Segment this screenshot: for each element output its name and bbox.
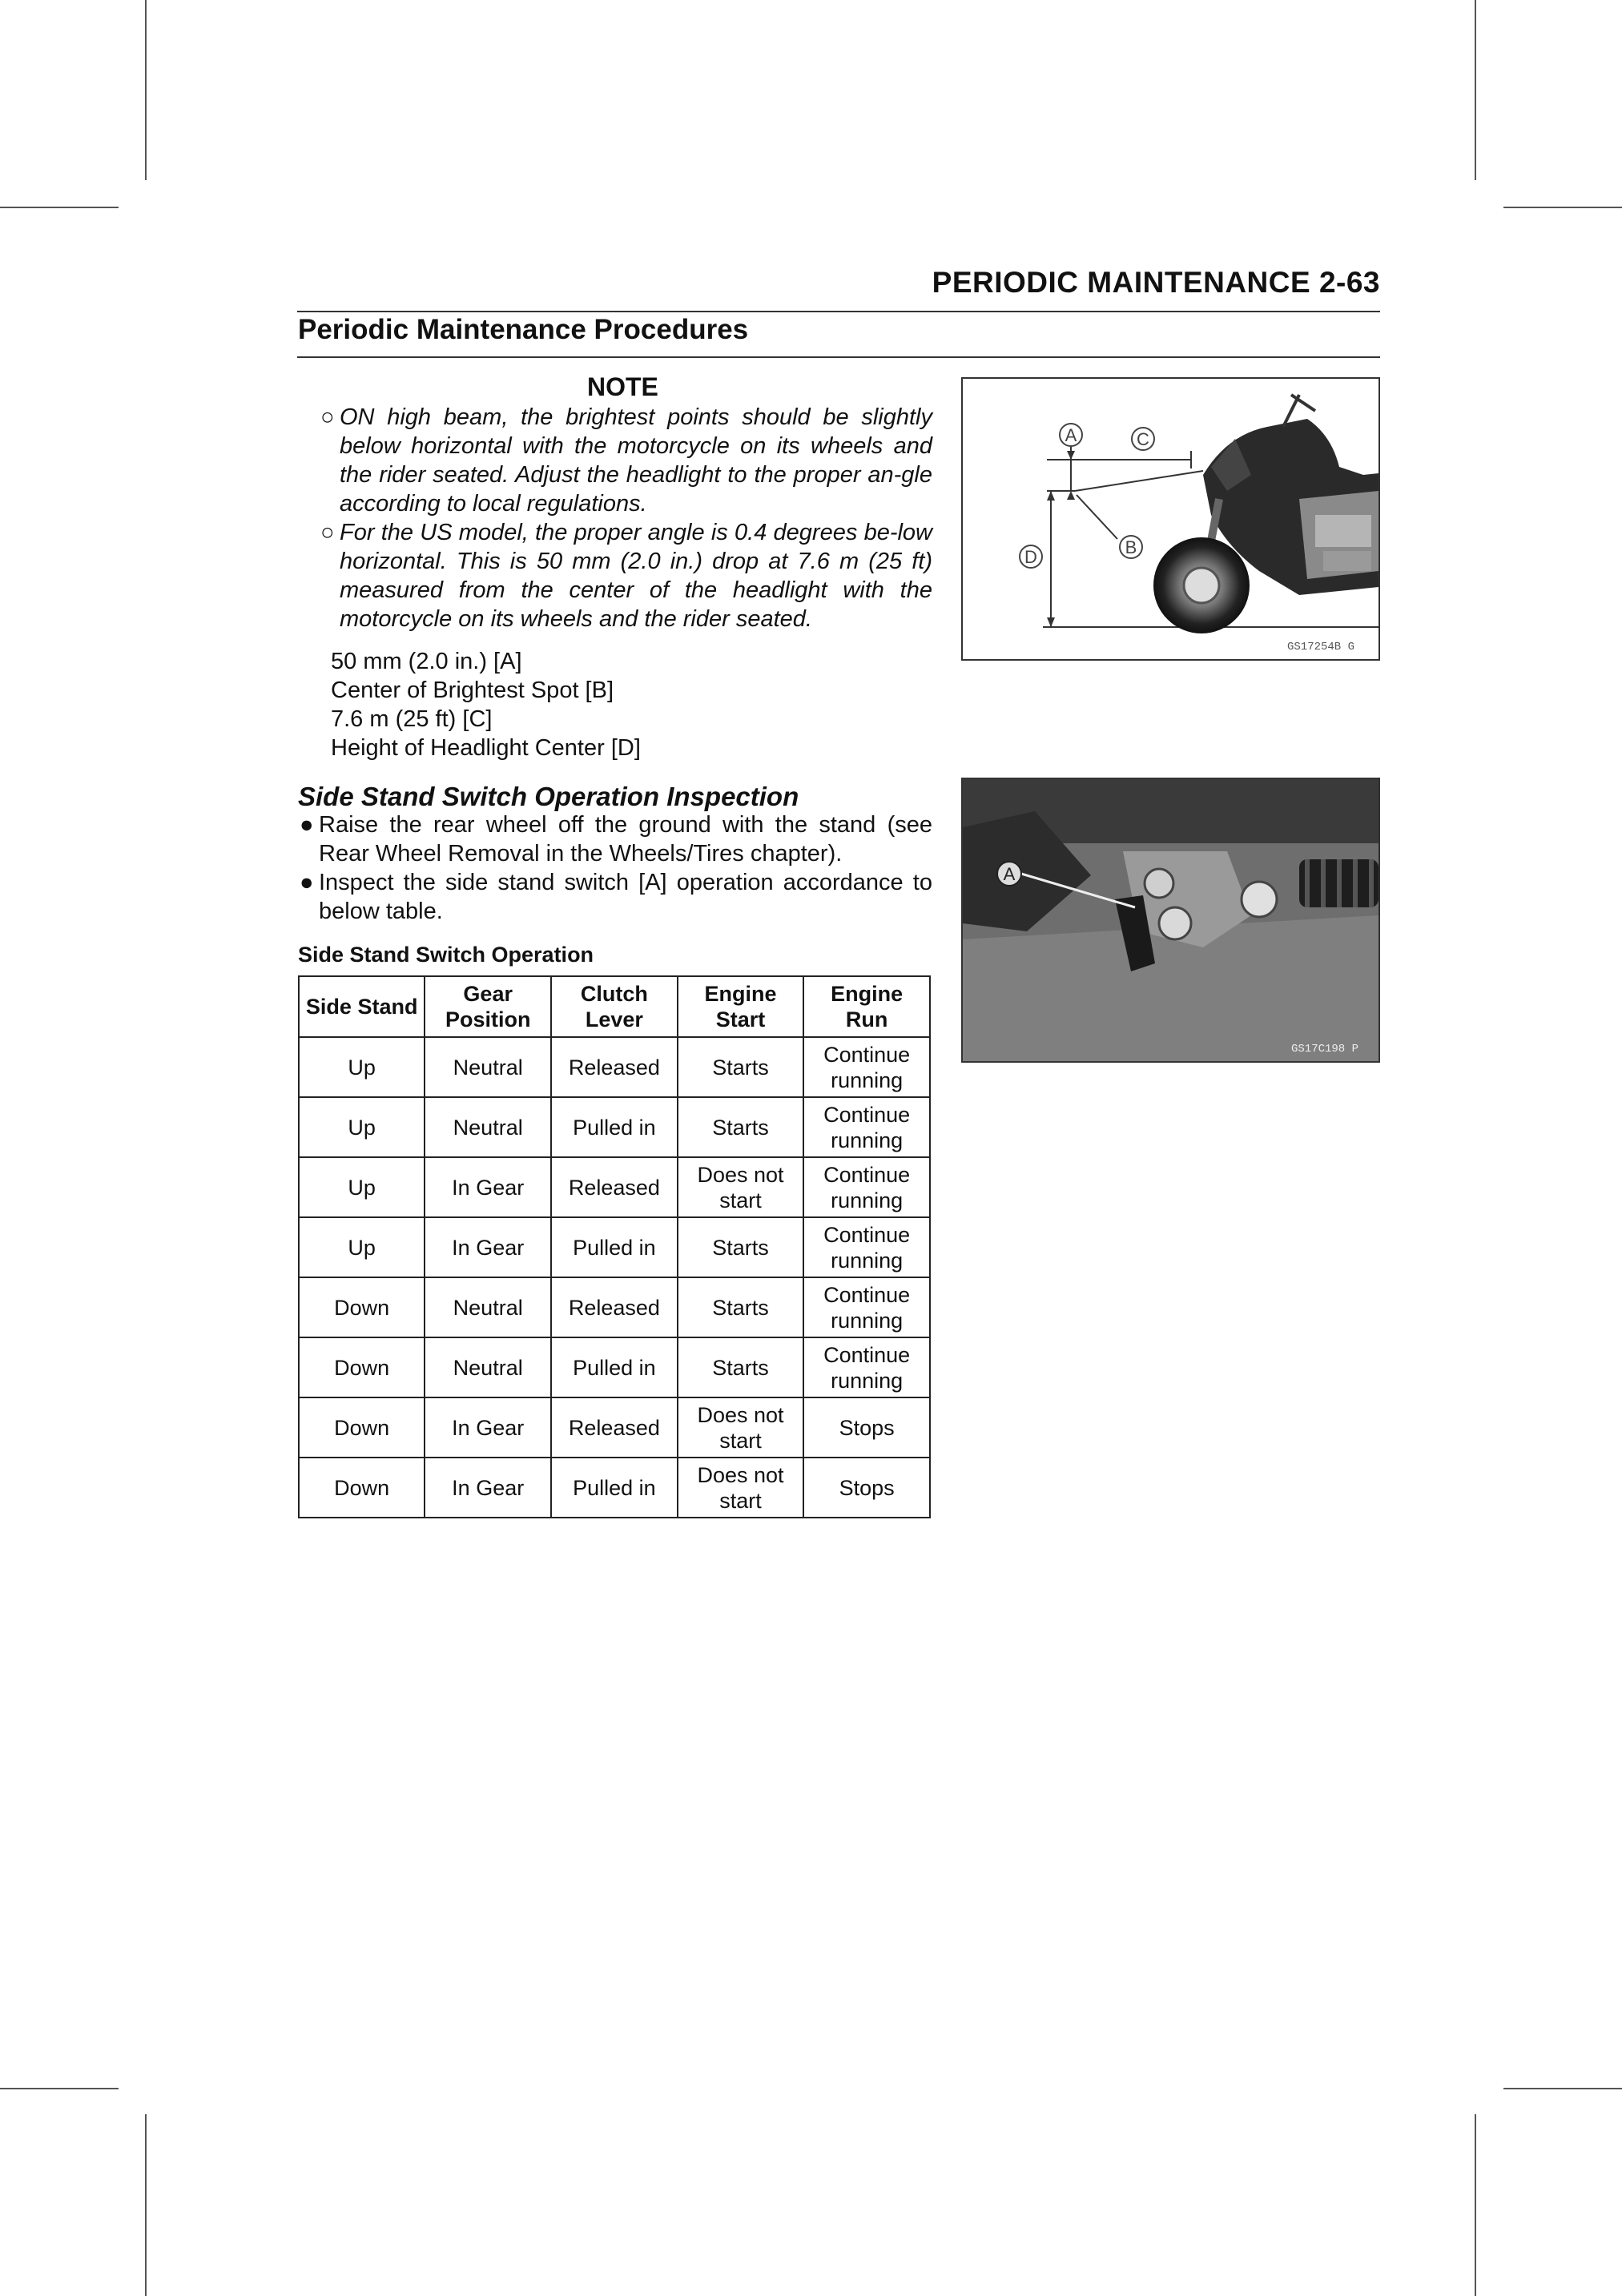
cell-gear-position: In Gear xyxy=(425,1397,551,1458)
cell-gear-position: In Gear xyxy=(425,1458,551,1518)
cell-side-stand: Down xyxy=(299,1277,425,1337)
table-row xyxy=(299,1337,930,1397)
table-row xyxy=(299,1037,930,1097)
callout-a xyxy=(997,862,1021,886)
cell-side-stand: Up xyxy=(299,1097,425,1157)
cell-side-stand: Down xyxy=(299,1458,425,1518)
inspection-step xyxy=(298,810,932,868)
side-stand-operation-table xyxy=(298,975,931,1518)
header-rule xyxy=(297,311,1380,312)
legend-item-b: Center of Brightest Spot [B] xyxy=(331,678,614,703)
cell-clutch-lever: Pulled in xyxy=(551,1458,678,1518)
section-title: Periodic Maintenance Procedures xyxy=(298,314,749,345)
header-engine-run: Engine Run xyxy=(803,976,930,1037)
crop-mark xyxy=(1475,0,1476,180)
callout-c xyxy=(1132,428,1154,450)
cell-gear-position: In Gear xyxy=(425,1157,551,1217)
cell-gear-position: Neutral xyxy=(425,1097,551,1157)
table-row xyxy=(299,1458,930,1518)
cell-clutch-lever: Pulled in xyxy=(551,1337,678,1397)
cell-side-stand: Up xyxy=(299,1037,425,1097)
bullet-dot: ● xyxy=(300,812,314,838)
cell-gear-position: In Gear xyxy=(425,1217,551,1277)
crop-mark xyxy=(145,2114,147,2296)
cell-side-stand: Down xyxy=(299,1337,425,1397)
note-item xyxy=(320,403,932,518)
svg-text:A: A xyxy=(1003,864,1016,884)
cell-engine-start: Starts xyxy=(678,1277,804,1337)
crop-mark xyxy=(0,207,119,208)
running-title: PERIODIC MAINTENANCE 2-63 xyxy=(932,266,1380,299)
note-text: ON high beam, the brightest points should be slightly below horizontal with the motorcycle on its wheels and the rider seated. Adjust the headlight to the proper an-gle according to local regulations. xyxy=(340,404,932,517)
cell-engine-start: Starts xyxy=(678,1217,804,1277)
inspection-steps xyxy=(298,810,932,926)
cell-engine-start: Starts xyxy=(678,1037,804,1097)
header-gear-position: Gear Position xyxy=(425,976,551,1037)
header-engine-start: Engine Start xyxy=(678,976,804,1037)
inspection-step xyxy=(298,868,932,926)
crop-mark xyxy=(1503,207,1622,208)
cell-engine-start: Does not start xyxy=(678,1458,804,1518)
cell-side-stand: Up xyxy=(299,1217,425,1277)
headlight-aim-figure xyxy=(961,377,1380,661)
cell-clutch-lever: Released xyxy=(551,1397,678,1458)
cell-engine-run: Continue running xyxy=(803,1277,930,1337)
step-text: Raise the rear wheel off the ground with the stand (see Rear Wheel Removal in the Wheels/Tires chapter). xyxy=(319,812,932,867)
cell-clutch-lever: Pulled in xyxy=(551,1097,678,1157)
figure-code: GS17254B G xyxy=(1287,641,1355,653)
side-stand-switch-photo xyxy=(961,778,1380,1063)
cell-clutch-lever: Released xyxy=(551,1277,678,1337)
cell-engine-start: Does not start xyxy=(678,1397,804,1458)
crop-mark xyxy=(145,0,147,180)
svg-text:B: B xyxy=(1125,537,1137,557)
cell-side-stand: Up xyxy=(299,1157,425,1217)
cell-engine-run: Continue running xyxy=(803,1217,930,1277)
cell-gear-position: Neutral xyxy=(425,1037,551,1097)
crop-mark xyxy=(1475,2114,1476,2296)
note-text: For the US model, the proper angle is 0.4 degrees be-low horizontal. This is 50 mm (2.0 in.) drop at 7.6 m (25 ft) measured from the center of the headlight with the motorcycle on its wheels and the rider seated. xyxy=(340,520,932,632)
note-list xyxy=(320,403,932,633)
note-heading: NOTE xyxy=(587,372,658,401)
bullet-dot: ● xyxy=(300,870,314,895)
cell-clutch-lever: Pulled in xyxy=(551,1217,678,1277)
table-row xyxy=(299,1217,930,1277)
table-caption: Side Stand Switch Operation xyxy=(298,943,594,967)
cell-engine-run: Continue running xyxy=(803,1097,930,1157)
figure-code: GS17C198 P xyxy=(1291,1043,1359,1056)
cell-side-stand: Down xyxy=(299,1397,425,1458)
note-bullet: ○ xyxy=(320,520,335,545)
crop-mark xyxy=(0,2088,119,2089)
cell-engine-start: Starts xyxy=(678,1097,804,1157)
cell-engine-run: Stops xyxy=(803,1458,930,1518)
header-clutch-lever: Clutch Lever xyxy=(551,976,678,1037)
legend-item-c: 7.6 m (25 ft) [C] xyxy=(331,706,493,732)
header-side-stand: Side Stand xyxy=(299,976,425,1037)
cell-clutch-lever: Released xyxy=(551,1037,678,1097)
callout-d xyxy=(1020,545,1042,568)
cell-engine-start: Starts xyxy=(678,1337,804,1397)
note-item xyxy=(320,518,932,633)
step-text: Inspect the side stand switch [A] operation accordance to below table. xyxy=(319,870,932,924)
svg-text:C: C xyxy=(1137,429,1149,449)
figure-legend xyxy=(331,647,641,762)
cell-engine-run: Continue running xyxy=(803,1037,930,1097)
table-row xyxy=(299,1157,930,1217)
table-row xyxy=(299,1277,930,1337)
cell-gear-position: Neutral xyxy=(425,1277,551,1337)
svg-text:A: A xyxy=(1065,425,1077,445)
note-bullet: ○ xyxy=(320,404,335,430)
callout-b xyxy=(1120,536,1142,558)
inspection-title: Side Stand Switch Operation Inspection xyxy=(298,782,799,811)
table-row xyxy=(299,1097,930,1157)
table-row xyxy=(299,1397,930,1458)
cell-engine-run: Stops xyxy=(803,1397,930,1458)
cell-engine-run: Continue running xyxy=(803,1337,930,1397)
table-header-row xyxy=(299,976,930,1037)
section-rule xyxy=(297,356,1380,358)
crop-mark xyxy=(1503,2088,1622,2089)
callout-a xyxy=(1060,424,1082,446)
cell-gear-position: Neutral xyxy=(425,1337,551,1397)
legend-item-a: 50 mm (2.0 in.) [A] xyxy=(331,649,522,674)
legend-item-d: Height of Headlight Center [D] xyxy=(331,735,641,761)
cell-engine-run: Continue running xyxy=(803,1157,930,1217)
cell-clutch-lever: Released xyxy=(551,1157,678,1217)
svg-text:D: D xyxy=(1024,547,1037,567)
cell-engine-start: Does not start xyxy=(678,1157,804,1217)
